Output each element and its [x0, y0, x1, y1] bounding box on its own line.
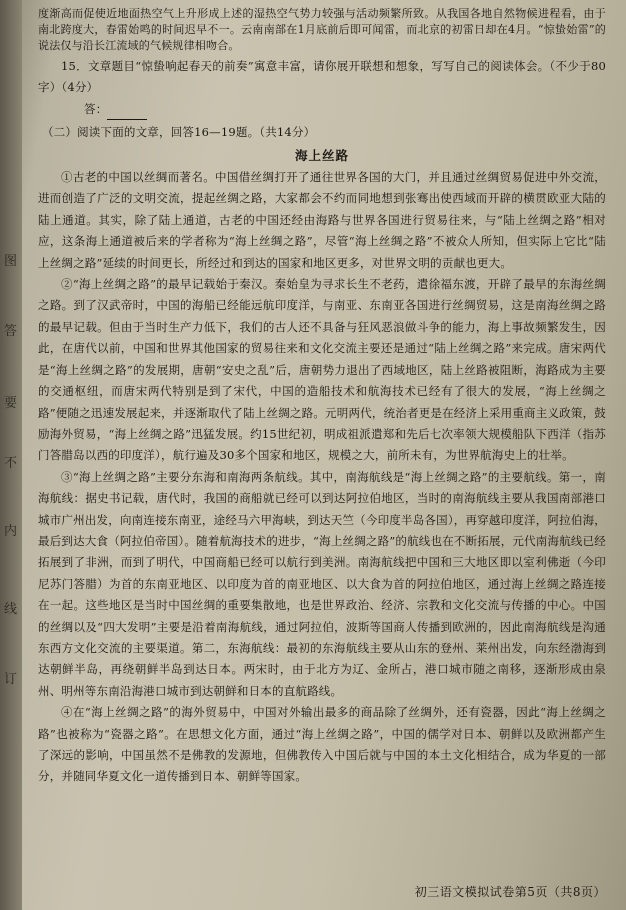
answer-label: 答： [84, 101, 108, 116]
question-15-text: 15．文章题目“惊蛰响起春天的前奏”寓意丰富，请你展开联想和想象，写写自己的阅读体会。（不少于80字）（4分） [38, 59, 606, 95]
answer-line[interactable] [38, 99, 606, 120]
paragraph-4: ④在“海上丝绸之路”的海外贸易中，中国对外输出最多的商品除了丝绸外，还有瓷器，因此“海上丝绸之路”也被称为“瓷器之路”。在思想文化方面，通过“海上丝绸之路”，中国的儒学对日本、朝鲜以及欧洲都产生了深远的影响，中国虽然不是佛教的发源地，但佛教传入中国后就与中国的本土文化相结合，成为华夏的一部分，并随同华夏文化一道传播到日本、朝鲜等国家。 [38, 705, 606, 784]
question-15 [38, 56, 606, 120]
article-title: 海上丝路 [294, 147, 349, 163]
paragraph-1: ①古老的中国以丝绸而著名。中国借丝绸打开了通往世界各国的大门，并且通过丝绸贸易促进中外交流，进而创造了广泛的文明交流，提起丝绸之路，大家都会不约而同地想到张骞出使西域而开辟的横贯欧亚大陆的陆上通道。其实，除了陆上通道，古老的中国还经由海路与世界各国进行贸易往来，与“陆上丝绸之路”相对应，这条海上通道被后来的学者称为“海上丝绸之路”，尽管“海上丝绸之路”不被众人所知，但实际上它比“陆上丝绸之路”延续的时间更长，所经过和到达的国家和地区更多，对世界文明的贡献也更大。 [38, 170, 606, 270]
paragraph-3: ③“海上丝绸之路”主要分东海和南海两条航线。其中，南海航线是“海上丝绸之路”的主要航线。第一，南海航线：据史书记载，唐代时，我国的商船就已经可以到达阿拉伯地区，当时的南海航线主要从我国南部港口城市广州出发，向南连接东南亚，途经马六甲海峡，到达天竺（今印度半岛各国），再穿越印度洋，阿拉伯海，最后到达大食（阿拉伯帝国）。随着航海技术的进步，“海上丝绸之路”的航线也在不断拓展，元代南海航线已经拓展到了非洲，而到了明代，中国商船已经可以航行到美洲。南海航线把中国和三大地区即以室利佛逝（今印尼苏门答腊）为首的东南亚地区、以印度为首的南亚地区、以大食为首的阿拉伯地区，通过海上丝绸之路连接在一起。这些地区是当时中国丝绸的重要集散地，也是世界政治、经济、宗教和文化交流与传播的中心。中国的丝绸以及“四大发明”主要是沿着南海航线，通过阿拉伯，波斯等国商人传播到欧洲的，因此南海航线是沟通东西方文化交流的主要渠道。第二，东海航线：最初的东海航线主要从山东的登州、莱州出发，向东经渤海到达朝鲜半岛，再绕朝鲜半岛到达日本。两宋时，由于北方为辽、金所占，港口城市随之南移，逐渐形成由泉州、明州等东南沿海港口城市到达朝鲜和日本的直航路线。 [38, 469, 607, 698]
page-footer: 初三语文模拟试卷第5页（共8页） [414, 885, 606, 899]
margin-char: 图 [4, 254, 18, 269]
margin-char: 订 [4, 672, 18, 687]
section-heading: （二）阅读下面的文章，回答16—19题。（共14分） [42, 125, 316, 140]
exam-content [38, 6, 606, 788]
binding-margin [0, 0, 22, 910]
margin-char: 线 [4, 602, 18, 617]
paragraph-2: ②“海上丝绸之路”的最早记载始于秦汉。秦始皇为寻求长生不老药，遣徐福东渡，开辟了最早的东海丝绸之路。到了汉武帝时，中国的海船已经能远航印度洋，与南亚、东南亚各国进行丝绸贸易，这是南海丝绸之路的最早记载。但由于当时生产力低下，我们的古人还不具备与狂风恶浪做斗争的能力，海上事故频繁发生，因此，在唐代以前，中国和世界其他国家的贸易往来和文化交流主要还是通过“陆上丝绸之路”来完成。唐宋两代是“海上丝绸之路”的发展期，唐朝“安史之乱”后，唐朝势力退出了西域地区，陆上丝路被阻断，海路成为主要的交通枢纽，而唐宋两代特别是到了宋代，中国的造船技术和航海技术已经有了很大的发展，“海上丝绸之路”便随之迅速发展起来，并逐渐取代了陆上丝绸之路。元明两代，统治者更是在经济上采用重商主义政策，鼓励海外贸易，“海上丝绸之路”迅猛发展。约15世纪初，明成祖派遣郑和先后七次率领大规模船队下西洋（指苏门答腊岛以西的印度洋），航行遍及30多个国家和地区，规模之大，前所未有，为世界航海史上的壮举。 [38, 277, 606, 463]
margin-char: 不 [4, 456, 18, 471]
margin-char: 要 [4, 396, 18, 411]
margin-char: 答 [4, 324, 18, 339]
margin-char: 内 [4, 524, 18, 539]
top-paragraph: 度渐高而促使近地面热空气上升形成上述的湿热空气势力较强与活动频繁所致。从我国各地自然物候进程看，由于南北跨度大，春雷始鸣的时间迟早不一。云南南部在1月底前后即可闻雷，而北京的初雷日却在4月。“惊蛰始雷”的说法仅与沿长江流域的气候规律相吻合。 [38, 7, 606, 52]
answer-blank[interactable] [107, 107, 147, 120]
